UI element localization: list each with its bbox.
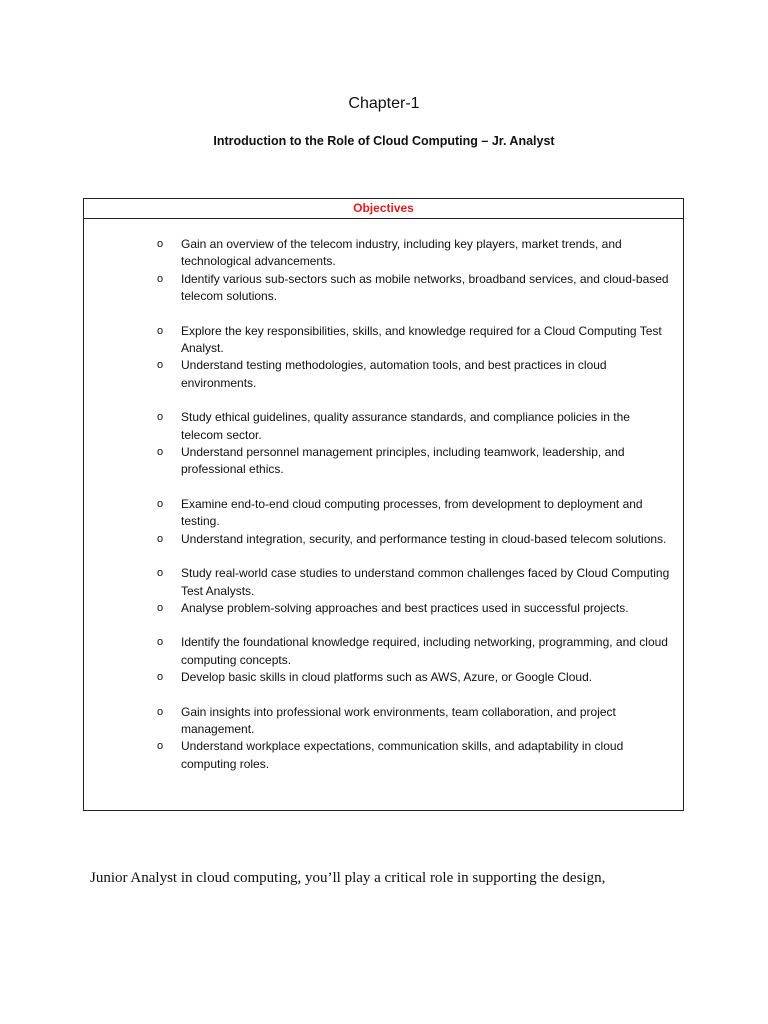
- hollow-circle-bullet-icon: o: [157, 238, 164, 250]
- objective-text: Examine end-to-end cloud computing processes, from development to deployment and testing.: [181, 496, 643, 529]
- objective-text: Explore the key responsibilities, skills, and knowledge required for a Cloud Computing Test Analyst.: [181, 323, 662, 356]
- chapter-title: Chapter-1: [348, 95, 420, 112]
- objective-text: Analyse problem-solving approaches and best practices used in successful projects.: [181, 600, 629, 615]
- objective-text: Understand workplace expectations, communication skills, and adaptability in cloud computing roles.: [181, 739, 624, 771]
- objective-group: [84, 704, 683, 774]
- objective-group: [84, 496, 683, 548]
- objective-text: Gain an overview of the telecom industry, including key players, market trends, and technological advancements.: [181, 237, 622, 269]
- objective-text: Study ethical guidelines, quality assurance standards, and compliance policies in the telecom sector.: [181, 410, 630, 442]
- objectives-table: [83, 198, 684, 811]
- hollow-circle-bullet-icon: o: [157, 324, 164, 337]
- objective-text: Identify the foundational knowledge required, including networking, programming, and cloud computing concepts.: [181, 635, 668, 667]
- hollow-circle-bullet-icon: o: [157, 567, 164, 580]
- objective-group: [84, 634, 683, 686]
- objective-text: Understand personnel management principles, including teamwork, leadership, and professional ethics.: [181, 445, 625, 477]
- objective-item: [84, 323, 683, 358]
- objectives-list: [84, 219, 683, 773]
- hollow-circle-bullet-icon: o: [157, 671, 164, 684]
- objective-item: [84, 600, 683, 617]
- objective-item: [84, 444, 683, 479]
- objective-item: [84, 357, 683, 392]
- objective-text: Understand integration, security, and performance testing in cloud-based telecom solutions.: [181, 531, 667, 546]
- objective-item: [84, 531, 683, 548]
- hollow-circle-bullet-icon: o: [157, 411, 164, 424]
- objective-item: [84, 409, 683, 444]
- objective-group: [84, 236, 683, 306]
- objective-group: [84, 323, 683, 393]
- objective-text: Understand testing methodologies, automation tools, and best practices in cloud environments.: [181, 358, 607, 390]
- objective-item: [84, 704, 683, 739]
- hollow-circle-bullet-icon: o: [157, 359, 164, 372]
- hollow-circle-bullet-icon: o: [157, 740, 164, 753]
- objective-item: [84, 565, 683, 600]
- objective-group: [84, 409, 683, 479]
- objective-item: [84, 271, 683, 306]
- objective-group: [84, 565, 683, 617]
- objective-item: [84, 236, 683, 271]
- objective-text: Gain insights into professional work environments, team collaboration, and project management.: [181, 704, 616, 736]
- hollow-circle-bullet-icon: o: [157, 272, 164, 285]
- objectives-heading: Objectives: [84, 199, 683, 219]
- objective-text: Develop basic skills in cloud platforms such as AWS, Azure, or Google Cloud.: [181, 670, 593, 685]
- intro-paragraph: Junior Analyst in cloud computing, you’ll play a critical role in supporting the design,: [90, 870, 606, 886]
- hollow-circle-bullet-icon: o: [157, 532, 164, 545]
- objective-item: [84, 496, 683, 531]
- objective-item: [84, 738, 683, 773]
- hollow-circle-bullet-icon: o: [157, 497, 164, 510]
- hollow-circle-bullet-icon: o: [157, 636, 164, 649]
- objective-text: Study real-world case studies to understand common challenges faced by Cloud Computing Test Analysts.: [181, 566, 670, 598]
- objective-text: Identify various sub-sectors such as mobile networks, broadband services, and cloud-based telecom solutions.: [181, 271, 669, 304]
- objective-item: [84, 669, 683, 686]
- hollow-circle-bullet-icon: o: [157, 446, 164, 459]
- hollow-circle-bullet-icon: o: [157, 601, 164, 614]
- hollow-circle-bullet-icon: o: [157, 705, 164, 718]
- chapter-subtitle: Introduction to the Role of Cloud Computing – Jr. Analyst: [213, 134, 555, 148]
- objective-item: [84, 634, 683, 669]
